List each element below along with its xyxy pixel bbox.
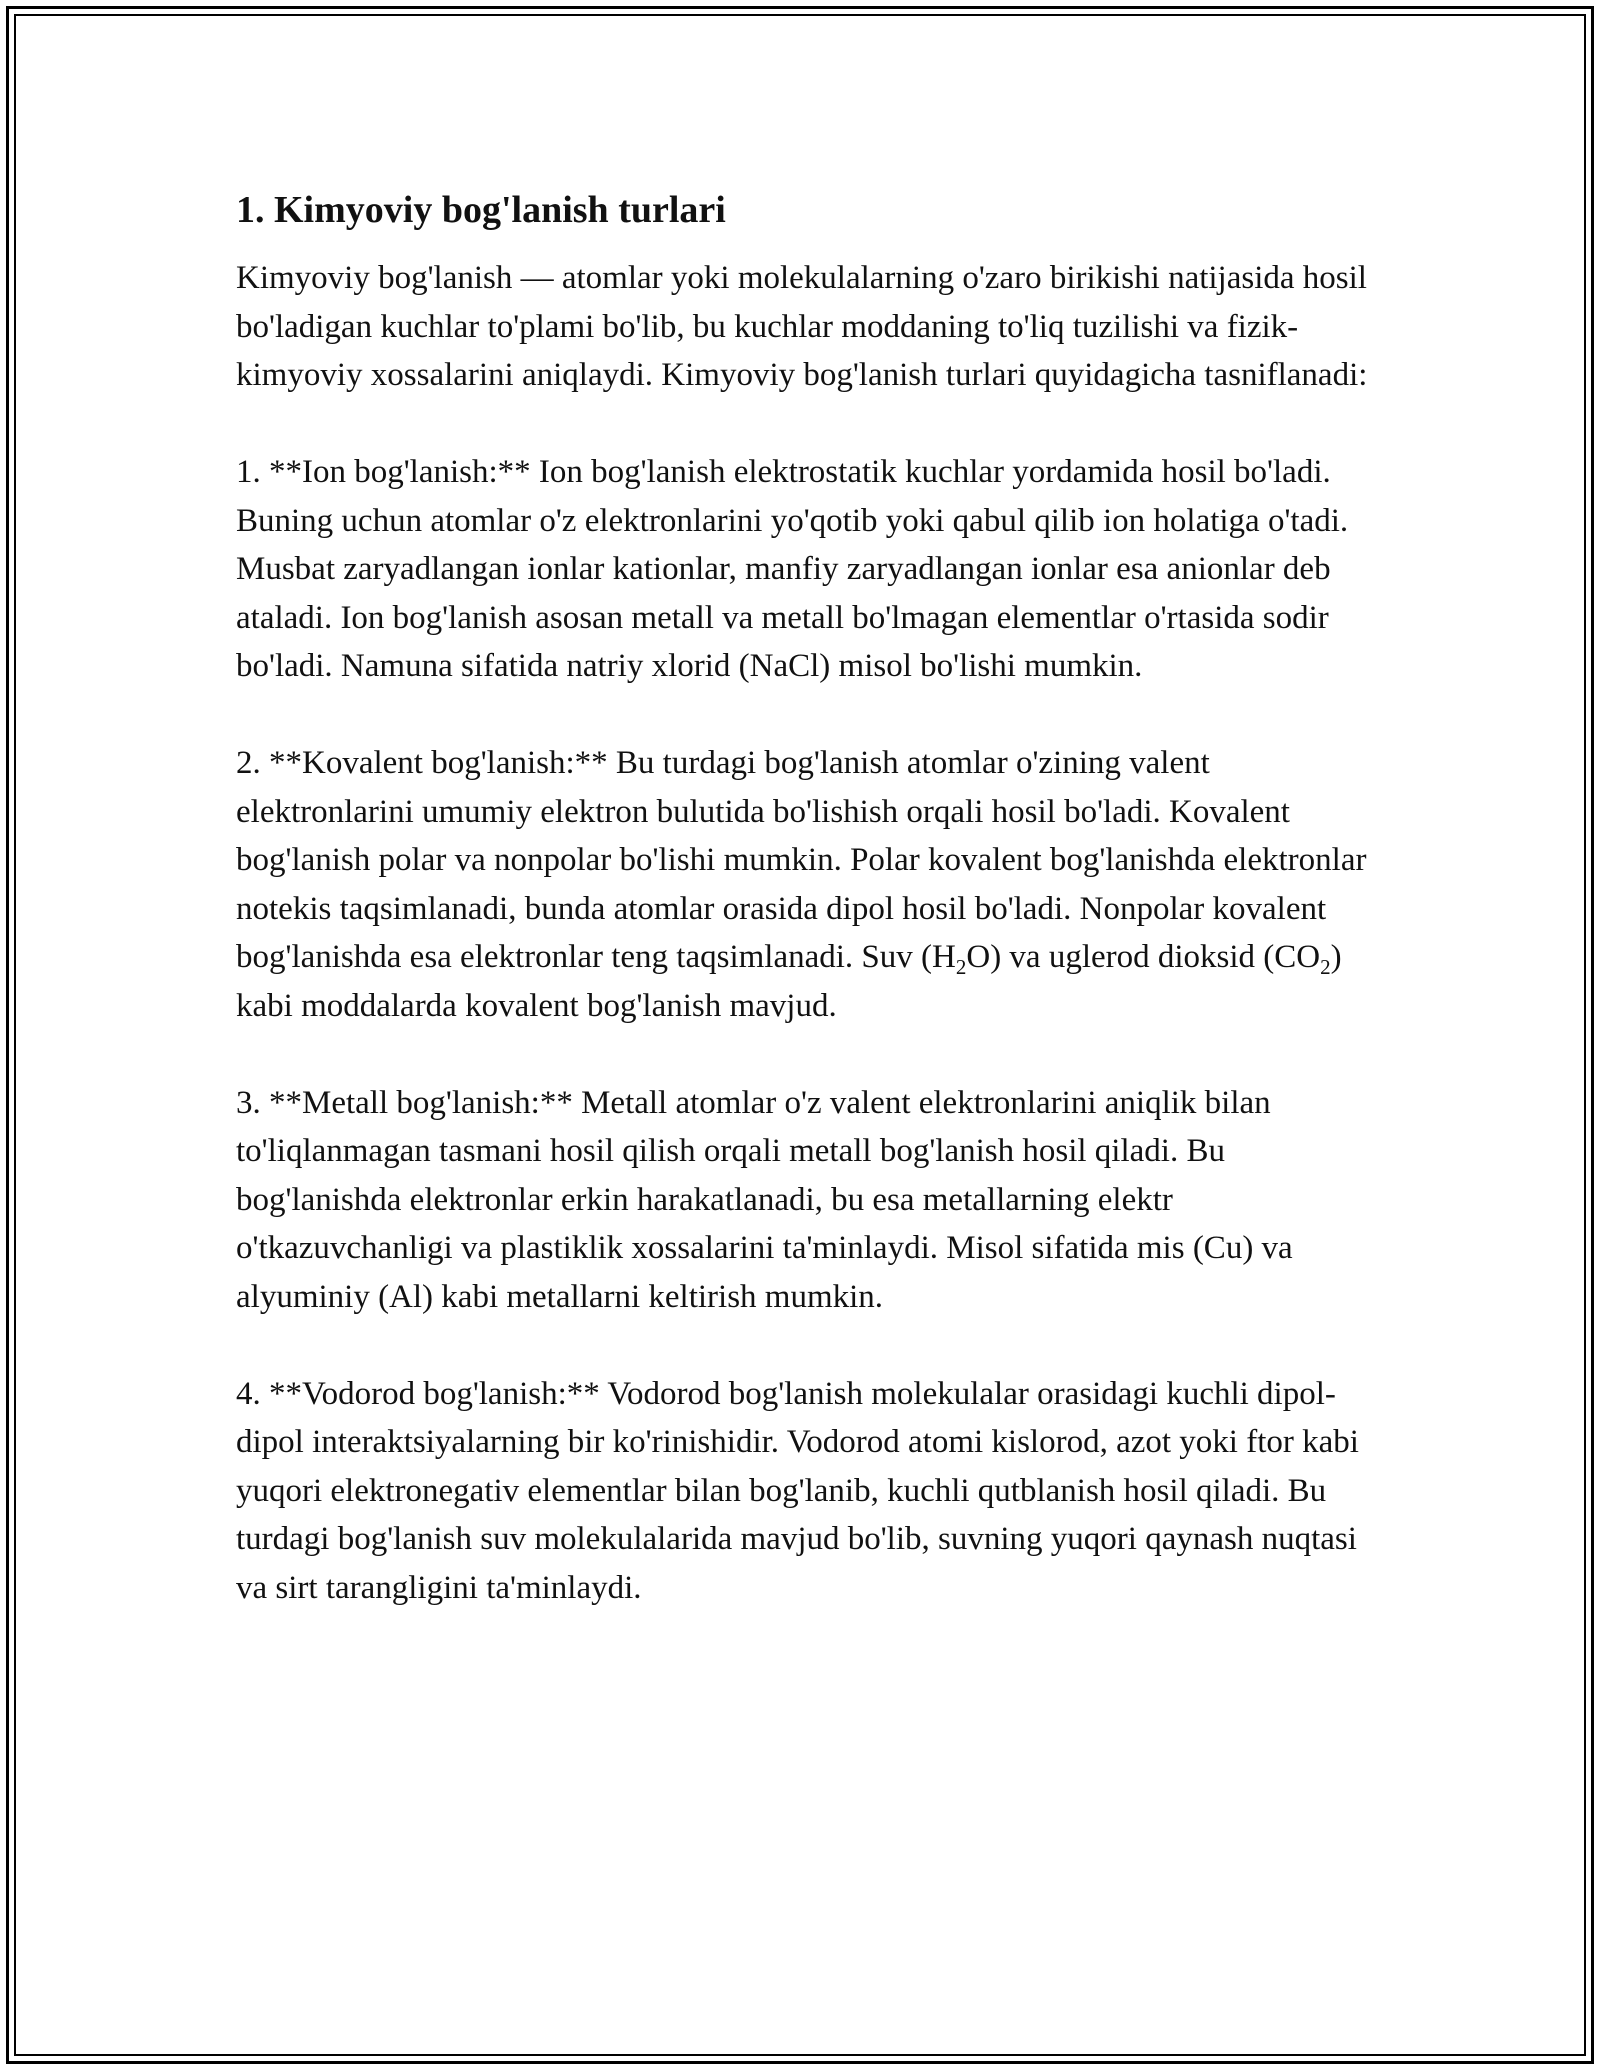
ion-bond-paragraph: 1. **Ion bog'lanish:** Ion bog'lanish elektrostatik kuchlar yordamida hosil bo'ladi. Buning uchun atomlar o'z elektronlarini yo'qotib yoki qabul qilib ion holatiga o'tadi. Musbat zaryadlangan ionlar kationlar, manfiy zaryadlangan ionlar esa anionlar deb ataladi. Ion bog'lanish asosan metall va metall bo'lmagan elementlar o'rtasida sodir bo'ladi. Namuna sifatida natriy xlorid (NaCl) misol bo'lishi mumkin. bbox=[236, 454, 1349, 684]
covalent-bond-paragraph bbox=[236, 739, 1376, 1030]
carbon-dioxide-subscript: 2 bbox=[1320, 955, 1331, 979]
hydrogen-bond-paragraph: 4. **Vodorod bog'lanish:** Vodorod bog'lanish molekulalar orasidagi kuchli dipol-dipol interaktsiyalarning bir ko'rinishidir. Vodorod atomi kislorod, azot yoki ftor kabi yuqori elektronegativ elementlar bilan bog'lanib, kuchli qutblanish hosil qiladi. Bu turdagi bog'lanish suv molekulalarida mavjud bo'lib, suvning yuqori qaynash nuqtasi va sirt tarangligini ta'minlaydi. bbox=[236, 1375, 1359, 1606]
covalent-text-part1: 2. **Kovalent bog'lanish:** Bu turdagi bog'lanish atomlar o'zining valent elektronlarini umumiy elektron bulutida bo'lishish orqali hosil bo'ladi. Kovalent bog'lanish polar va nonpolar bo'lishi mumkin. Polar kovalent bog'lanishda elektronlar notekis taqsimlanadi, bunda atomlar orasida dipol hosil bo'ladi. Nonpolar kovalent bog'lanishda esa elektronlar teng taqsimlanadi. Suv (H bbox=[236, 745, 1367, 975]
covalent-text-part2: O) va uglerod dioksid (CO bbox=[966, 939, 1321, 975]
metallic-bond-paragraph: 3. **Metall bog'lanish:** Metall atomlar o'z valent elektronlarini aniqlik bilan to'liqlanmagan tasmani hosil qilish orqali metall bog'lanish hosil qiladi. Bu bog'lanishda elektronlar erkin harakatlanadi, bu esa metallarning elektr o'tkazuvchanligi va plastiklik xossalarini ta'minlaydi. Misol sifatida mis (Cu) va alyuminiy (Al) kabi metallarni keltirish mumkin. bbox=[236, 1084, 1293, 1315]
intro-paragraph: Kimyoviy bog'lanish — atomlar yoki molekulalarning o'zaro birikishi natijasida hosil bo'ladigan kuchlar to'plami bo'lib, bu kuchlar moddaning to'liq tuzilishi va fizik-kimyoviy xossalarini aniqlaydi. Kimyoviy bog'lanish turlari quyidagicha tasniflanadi: bbox=[236, 260, 1368, 393]
document-body bbox=[236, 186, 1376, 1661]
section-title: 1. Kimyoviy bog'lanish turlari bbox=[236, 189, 726, 231]
covalent-text-part3: ) kabi moddalarda kovalent bog'lanish mavjud. bbox=[236, 939, 1342, 1024]
water-subscript: 2 bbox=[955, 955, 967, 979]
